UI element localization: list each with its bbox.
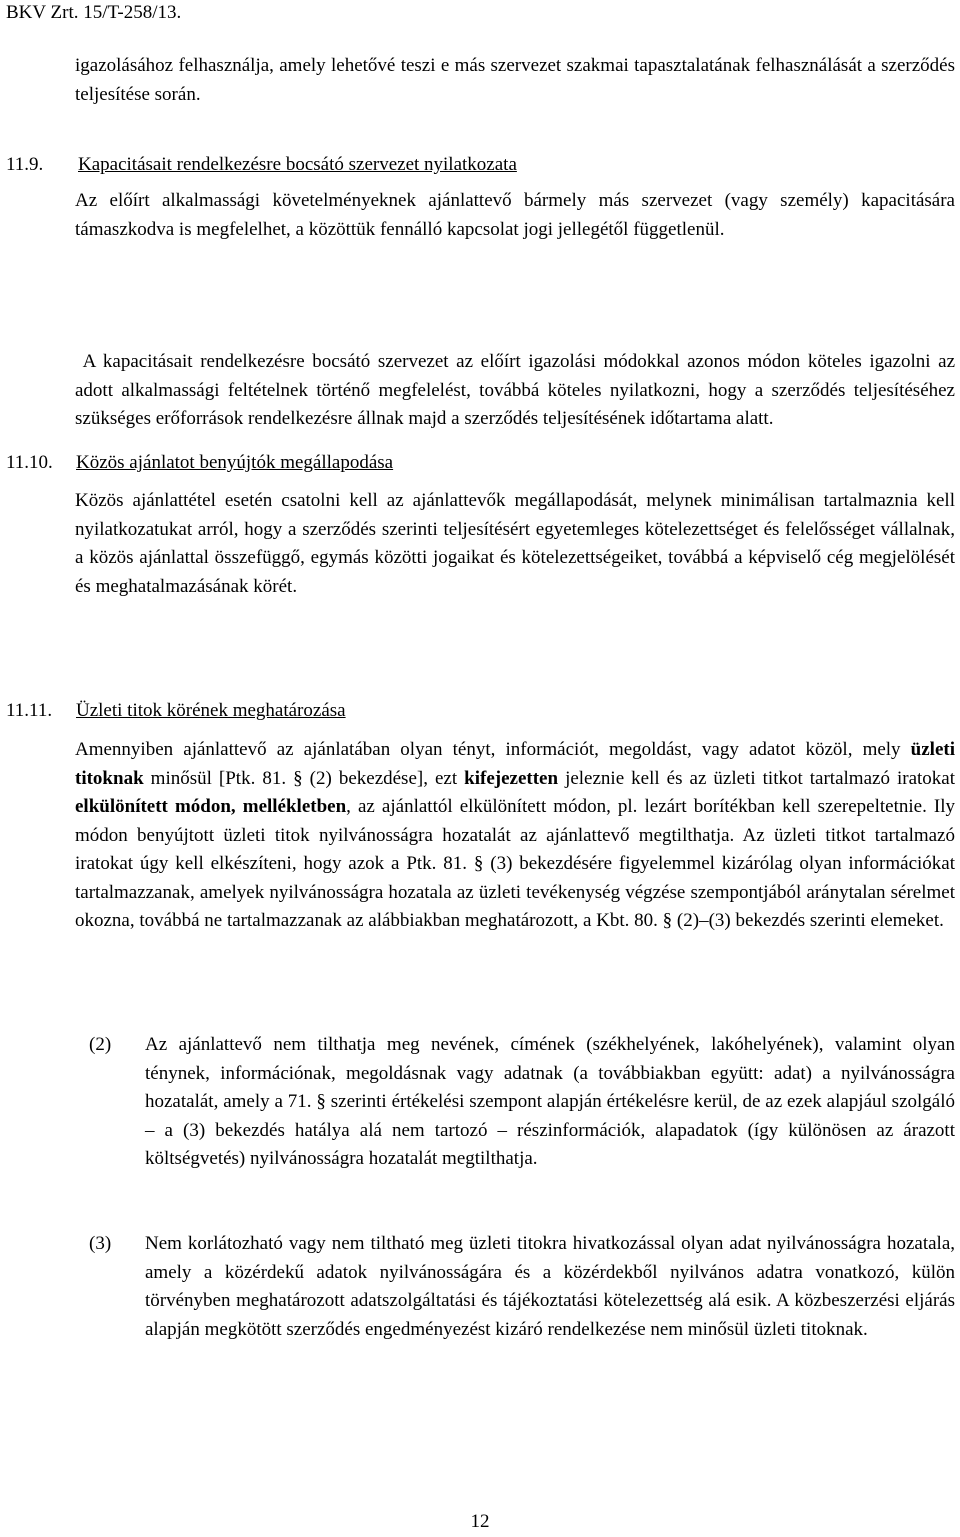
paragraph-segment: jeleznie kell és az üzleti titkot tartalmazó iratokat — [558, 767, 955, 789]
emphasis-explicitly: kifejezetten — [464, 767, 559, 789]
section-11-9-paragraph-1-text: Az előírt alkalmassági követelményeknek ajánlattevő bármely más szervezet (vagy személy) kapacitására támaszkodva is megfelelhet, a közöttük fennálló kapcsolat jogi jellegétől függetlenül. — [75, 190, 955, 240]
section-11-11-paragraph-text — [75, 736, 955, 936]
section-11-11-paragraph — [75, 736, 955, 936]
emphasis-separately-in-annex: elkülönített módon, mellékletben — [75, 796, 347, 817]
section-11-9-paragraph-2-text: A kapacitásait rendelkezésre bocsátó szervezet az előírt igazolási módokkal azonos módon köteles igazolni az adott alkalmassági feltételnek történő megfelelést, továbbá köteles nyilatkozni, hogy a szerződés teljesítéséhez szükséges erőforrások rendelkezésre állnak majd a szerződés teljesítésének időtartama alatt. — [75, 351, 960, 429]
section-11-10-paragraph-text: Közös ajánlattétel esetén csatolni kell az ajánlattevők megállapodását, melynek minimálisan tartalmaznia kell nyilatkozatukat arról, hogy a szerződés szerinti teljesítésért egyetemleges kötelezettséget és felelősséget vállalnak, a közös ajánlattal összefüggő, egymás közötti jogaikat és kötelezettségeiket, továbbá a képviselő cég megjelölését és meghatalmazásának körét. — [75, 490, 955, 597]
section-11-11-title: Üzleti titok körének meghatározása — [76, 700, 346, 721]
list-item-2 — [89, 1031, 955, 1174]
section-11-10-paragraph — [75, 487, 955, 601]
section-11-9-paragraph-2 — [75, 291, 960, 462]
document-header: BKV Zrt. 15/T-258/13. — [6, 2, 182, 23]
intro-paragraph — [75, 52, 955, 109]
list-item-2-text: Az ajánlattevő nem tilthatja meg nevének, címének (székhelyének, lakóhelyének), valamint olyan ténynek, információnak, megoldásnak vagy adatnak (a továbbiakban együtt: adat) a nyilvánosságra hozatalát, amely a 71. § szerinti értékelési szempont alapján értékelésre kerül, de az ezek alapjául szolgáló – a (3) bekezdés hatálya alá nem tartozó – részinformációk, alapadatok (így különösen az árazott költségvetés) nyilvánosságra hozatalát megtilthatja. — [145, 1034, 955, 1169]
section-11-10-title: Közös ajánlatot benyújtók megállapodása — [76, 452, 394, 473]
section-11-9-number: 11.9. — [6, 154, 44, 175]
section-11-9-title: Kapacitásait rendelkezésre bocsátó szervezet nyilatkozata — [78, 154, 517, 175]
section-11-10-number: 11.10. — [6, 452, 53, 473]
list-item-3-number: (3) — [89, 1233, 112, 1254]
paragraph-segment: , az ajánlattól elkülönített módon, pl. lezárt borítékban kell szerepeltetnie. Ily módon benyújtott üzleti titok nyilvánosságra hozatalát az ajánlattevő megtilthatja. Az üzleti titkot tartalmazó iratokat úgy kell elkészíteni, hogy azok a Ptk. 81. § (3) bekezdésére figyelemmel kizárólag olyan információkat tartalmazzanak, amelyek nyilvánosságra hozatala az üzleti tevékenység végzése szempontjából aránytalan sérelmet okozna, továbbá ne tartalmazzanak az alábbiakban meghatározott, a Kbt. 80. § (2)–(3) bekezdés szerinti elemeket. — [75, 796, 955, 931]
intro-paragraph-text: igazolásához felhasználja, amely lehetővé teszi e más szervezet szakmai tapasztalatának felhasználását a szerződés teljesítése során. — [75, 55, 955, 105]
paragraph-segment: minősül [Ptk. 81. § (2) bekezdése], ezt — [143, 767, 465, 789]
section-11-11-number: 11.11. — [6, 700, 53, 721]
list-item-2-number: (2) — [89, 1034, 112, 1055]
paragraph-segment: Amennyiben ajánlattevő az ajánlatában olyan tényt, információt, megoldást, vagy adatot közöl, mely — [75, 739, 911, 760]
list-item-3 — [89, 1230, 955, 1344]
list-item-3-text: Nem korlátozható vagy nem tiltható meg üzleti titokra hivatkozással olyan adat nyilvánosságra hozatala, amely a közérdekű adatok nyilvánosságára és a közérdekből nyilvános adatra vonatkozó, külön törvényben meghatározott adatszolgáltatási és tájékoztatási kötelezettség alá esik. A közbeszerzési eljárás alapján megkötött szerződés engedményezést kizáró rendelkezése nem minősül üzleti titoknak. — [145, 1233, 955, 1340]
section-11-9-paragraph-1 — [75, 187, 955, 244]
page-number: 12 — [470, 1511, 490, 1532]
emphasis-trade-secret: üzleti titoknak — [75, 739, 955, 789]
